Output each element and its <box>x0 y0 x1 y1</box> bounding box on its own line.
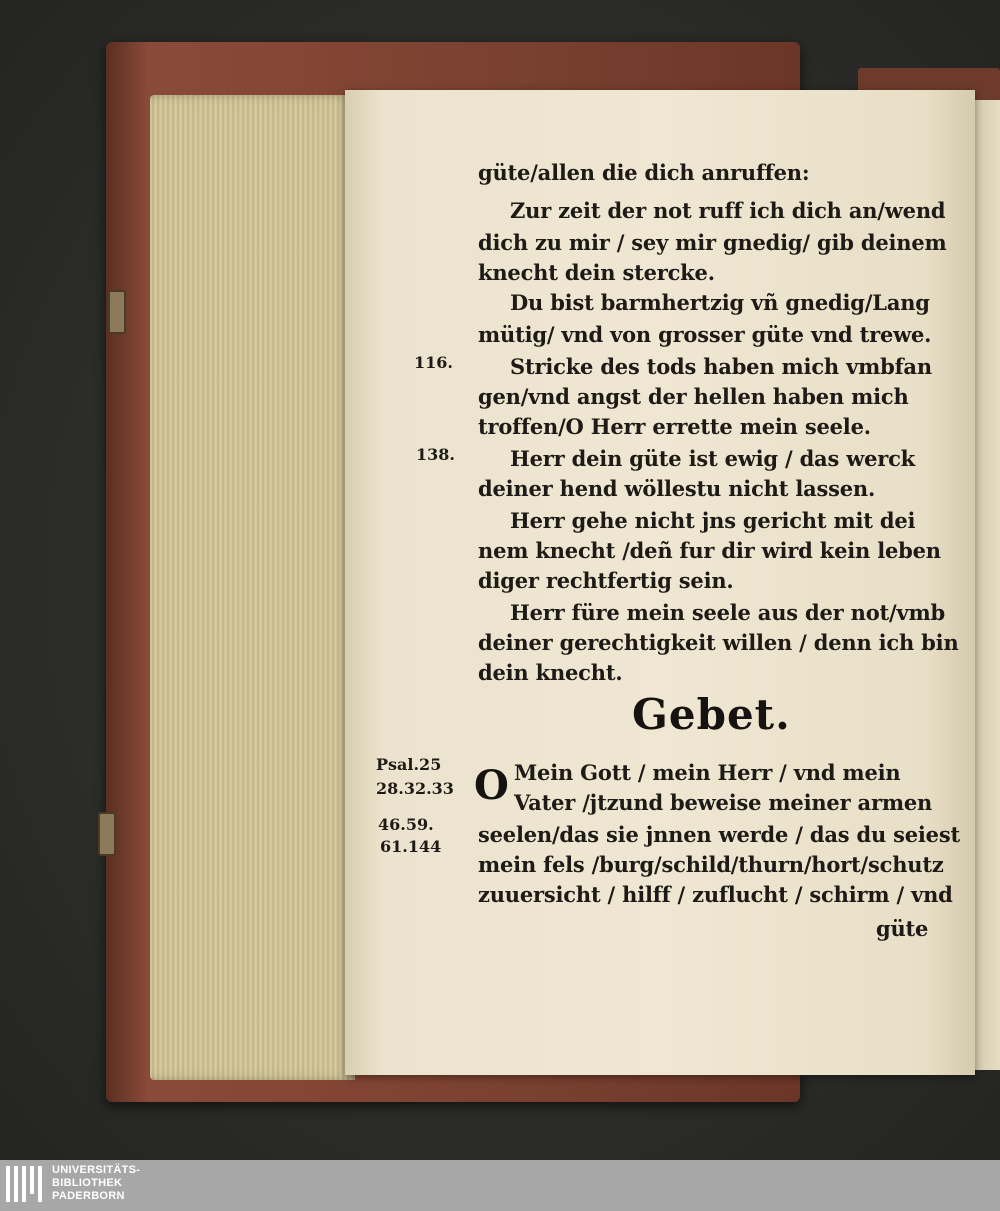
text-line: güte/allen die dich anruffen: <box>478 160 810 185</box>
text-line: Zur zeit der not ruff ich dich an/wend <box>510 198 946 223</box>
library-name-line: BIBLIOTHEK <box>52 1177 123 1189</box>
margin-note: 28.32.33 <box>376 779 454 798</box>
margin-note: 138. <box>416 445 455 464</box>
text-line: gen/vnd angst der hellen haben mich <box>478 384 909 409</box>
clasp-top <box>108 290 126 334</box>
margin-note: 46.59. <box>378 815 434 834</box>
section-heading: Gebet. <box>632 690 791 739</box>
text-line: Du bist barmhertzig vñ gnedig/Lang <box>510 290 930 315</box>
library-footer <box>0 1160 1000 1211</box>
initial-letter: O <box>474 762 509 809</box>
text-line: Stricke des tods haben mich vmbfan <box>510 354 932 379</box>
margin-note: 116. <box>414 353 453 372</box>
text-line: dein knecht. <box>478 660 623 685</box>
library-name-line: UNIVERSITÄTS- <box>52 1164 141 1176</box>
page-edges <box>150 95 355 1080</box>
prayer-line: Mein Gott / mein Herr / vnd mein <box>514 760 901 785</box>
text-line: dich zu mir / sey mir gnedig/ gib deinem <box>478 230 947 255</box>
prayer-line: mein fels /burg/schild/thurn/hort/schutz <box>478 852 944 877</box>
text-line: mütig/ vnd von grosser güte vnd trewe. <box>478 322 932 347</box>
text-line: diger rechtfertig sein. <box>478 568 734 593</box>
prayer-line: zuuersicht / hilff / zuflucht / schirm / vnd <box>478 882 953 907</box>
prayer-line: Vater /jtzund beweise meiner armen <box>514 790 933 815</box>
clasp-bottom <box>98 812 116 856</box>
text-line: Herr gehe nicht jns gericht mit dei <box>510 508 916 533</box>
text-line: troffen/O Herr errette mein seele. <box>478 414 871 439</box>
text-line: nem knecht /deñ fur dir wird kein leben <box>478 538 941 563</box>
margin-note: 61.144 <box>380 837 442 856</box>
text-line: deiner gerechtigkeit willen / denn ich bin <box>478 630 959 655</box>
library-logo-icon <box>6 1166 46 1206</box>
text-line: deiner hend wöllestu nicht lassen. <box>478 476 876 501</box>
text-line: knecht dein stercke. <box>478 260 715 285</box>
text-line: Herr füre mein seele aus der not/vmb <box>510 600 945 625</box>
text-line: Herr dein güte ist ewig / das werck <box>510 446 916 471</box>
margin-note: Psal.25 <box>376 755 442 774</box>
catchword: güte <box>876 916 929 941</box>
library-name <box>52 1164 140 1203</box>
library-name-line: PADERBORN <box>52 1190 125 1202</box>
prayer-line: seelen/das sie jnnen werde / das du seiest <box>478 822 960 847</box>
